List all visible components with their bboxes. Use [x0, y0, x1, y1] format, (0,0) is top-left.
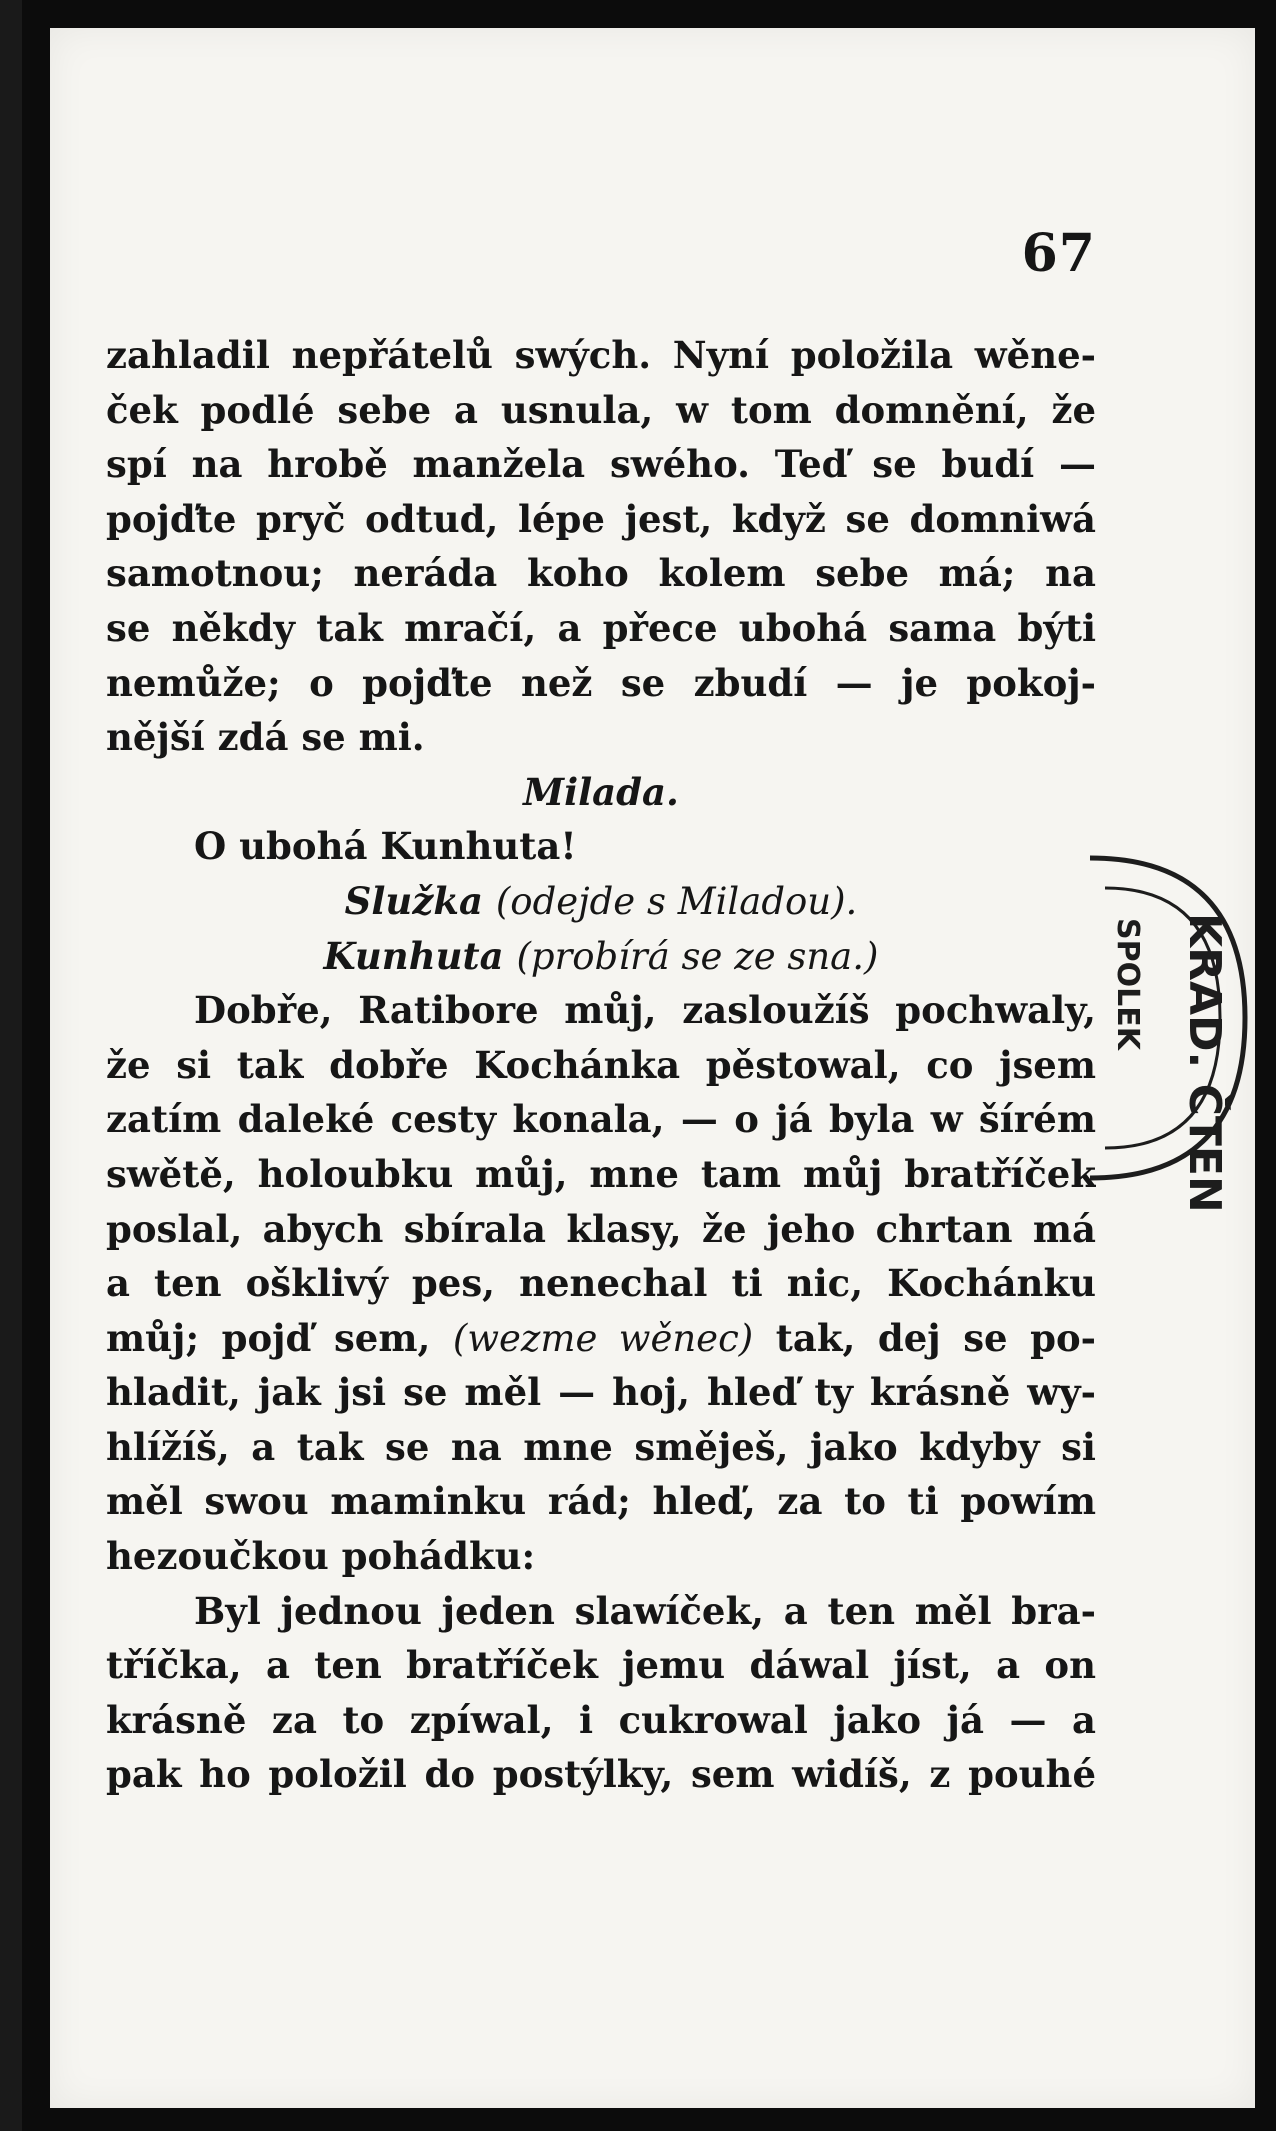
text-line: měl swou maminku rád; hleď, za to ti powím [106, 1479, 1096, 1524]
stage-direction: (wezme wěnec) [452, 1316, 754, 1360]
text-line: krásně za to zpíwal, i cukrowal jako já — a [106, 1697, 1096, 1742]
text-line: se někdy tak mračí, a přece ubohá sama býti [106, 605, 1096, 650]
text-fragment: můj; pojď sem, [106, 1315, 431, 1360]
text-line: že si tak dobře Kochánka pěstowal, co jsem [106, 1042, 1096, 1087]
library-stamp [1060, 818, 1250, 1218]
text-line: hladit, jak jsi se měl — hoj, hleď ty krásně wy- [106, 1370, 1096, 1415]
text-line: nější zdá se mi. [106, 715, 425, 760]
text-fragment: tak, dej se po- [775, 1315, 1096, 1360]
stage-direction: (odejde s Miladou). [495, 879, 858, 923]
sluzka-heading [106, 874, 1096, 929]
text-line: pojďte pryč odtud, lépe jest, když se domniwá [106, 496, 1096, 541]
stamp-text: KRAD. ČTEN [1179, 913, 1230, 1213]
text-line: nemůže; o pojďte než se zbudí — je pokoj- [106, 660, 1096, 705]
text-line-with-direction [106, 1311, 1096, 1366]
text-line: zatím daleké cesty konala, — o já byla w šírém [106, 1097, 1096, 1142]
speaker-sluzka: Služka [344, 878, 483, 923]
text-line: spí na hrobě manžela swého. Teď se budí — [106, 442, 1096, 487]
milada-line: O ubohá Kunhuta! [194, 824, 577, 869]
text-line: pak ho položil do postýlky, sem widíš, z pouhé [106, 1752, 1096, 1797]
binding-strip [0, 0, 22, 2131]
text-line: tříčka, a ten bratříček jemu dáwal jíst, a on [106, 1643, 1096, 1688]
text-line: zahladil nepřátelů swých. Nyní položila wěne- [106, 333, 1096, 377]
speaker-milada: Milada. [523, 769, 679, 814]
speaker-kunhuta: Kunhuta [323, 933, 504, 978]
text-line: Byl jednou jeden slawíček, a ten měl bra- [194, 1588, 1096, 1633]
text-line: swětě, holoubku můj, mne tam můj bratříček [106, 1151, 1096, 1196]
page-number: 67 [1021, 223, 1096, 284]
text-line: samotnou; neráda koho kolem sebe má; na [106, 551, 1096, 596]
body-text [106, 328, 1096, 1802]
text-line: poslal, abych sbírala klasy, že jeho chrtan má [106, 1206, 1096, 1251]
text-line: Dobře, Ratibore můj, zasloužíš pochwaly, [194, 988, 1096, 1033]
text-line: ček podlé sebe a usnula, w tom domnění, že [106, 387, 1096, 432]
book-page [50, 28, 1255, 2108]
kunhuta-heading [106, 929, 1096, 984]
text-line: hlížíš, a tak se na mne směješ, jako kdyby si [106, 1424, 1096, 1469]
text-line: hezoučkou pohádku: [106, 1534, 536, 1579]
stage-direction: (probírá se ze sna.) [516, 934, 879, 978]
stamp-text-inner: SPOLEK [1110, 918, 1145, 1050]
text-line: a ten ošklivý pes, nenechal ti nic, Kochánku [106, 1261, 1096, 1306]
